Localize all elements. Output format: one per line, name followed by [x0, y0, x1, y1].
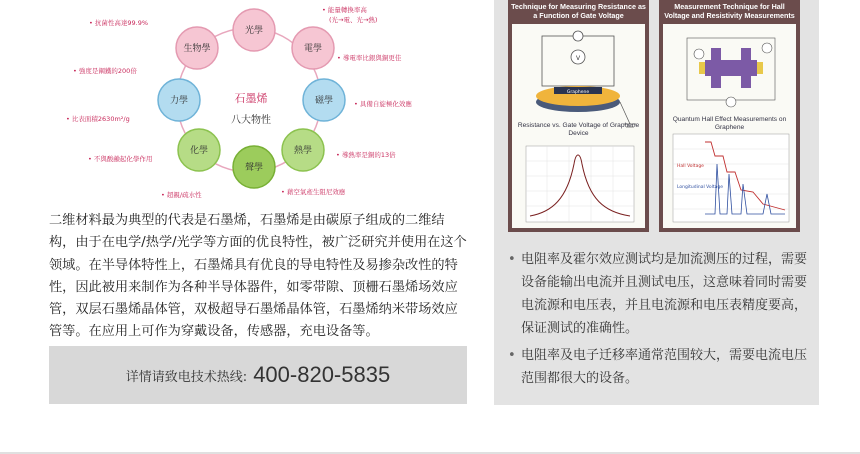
node-thermal	[282, 129, 324, 171]
trait-conductivity: • 導電率比銀與銅更佳	[337, 54, 402, 62]
trait-surface-area: • 比表面積2630m²/g	[66, 115, 130, 123]
node-chemistry	[178, 129, 220, 171]
poster-hall-voltage	[659, 0, 800, 232]
right-panel	[494, 0, 819, 405]
list-item: • 电阻率及霍尔效应测试均是加流测压的过程，需要设备能输出电流并且测试电压，这意味着同时需要电流源和电压表，并且电流源和电压表精度要高，保证测试的准确性。	[508, 248, 813, 340]
bullet-dot-icon: •	[508, 348, 516, 363]
svg-text:聲學: 聲學	[244, 163, 264, 173]
svg-text:磁學: 磁學	[314, 96, 334, 106]
svg-text:化學: 化學	[189, 146, 209, 156]
bullet-dot-icon: •	[508, 252, 516, 267]
svg-text:Hall Voltage: Hall Voltage	[677, 164, 704, 169]
svg-text:熱學: 熱學	[293, 146, 313, 156]
poster-body	[663, 24, 796, 228]
graphene-description: 二维材料最为典型的代表是石墨烯，石墨烯是由碳原子组成的二维结构，由于在电学/热学/光学等方面的优良特性，被广泛研究并使用在这个领域。在半导体特性上，石墨烯具有优良的导电特性及易掺杂改性的特性，因此被用来制作为各种半导体器件，如零带隙、顶栅石墨烯场效应管，双层石墨烯晶体管，双极超导石墨烯晶体管，石墨烯纳米带场效应管等。在应用上可作为穿戴设备，传感器，充电设备等。	[49, 213, 467, 340]
node-biology	[176, 27, 218, 69]
hotline-label: 详情请致电技术热线:	[125, 369, 248, 385]
center-subtitle: 八大物性	[231, 115, 271, 126]
trait-hydrophobic: • 超親/疏水性	[161, 191, 202, 199]
trait-spin-polarization: • 具備自旋極化效應	[354, 100, 412, 108]
svg-text:Longitudinal Voltage: Longitudinal Voltage	[677, 185, 724, 190]
trait-energy-conversion-detail: (光→電、光→熱)	[329, 16, 378, 24]
trait-thermal-conductivity: • 導熱率是銅的13倍	[336, 151, 396, 159]
graphene-properties-diagram	[49, 0, 467, 208]
svg-text:Graphene: Graphene	[566, 90, 590, 95]
trait-damping: • 藉空氣產生阻尼效應	[281, 188, 346, 196]
node-magnetics	[303, 79, 345, 121]
hall-bar	[705, 60, 757, 76]
svg-text:電學: 電學	[303, 44, 323, 54]
svg-text:V: V	[575, 55, 581, 62]
svg-text:生物學: 生物學	[183, 44, 211, 54]
trait-acid-base: • 不與酸鹼起化學作用	[88, 155, 153, 163]
list-item: • 电阻率及电子迁移率通常范围较大，需要电流电压范围都很大的设备。	[508, 344, 813, 390]
poster-caption: Resistance vs. Gate Voltage of Graphene Device	[517, 122, 640, 137]
trait-antibacterial: • 抗菌性高達99.9%	[89, 19, 149, 27]
poster-title: Measurement Technique for Hall Voltage and Resistivity Measurements	[664, 2, 795, 20]
svg-text:力學: 力學	[169, 96, 189, 106]
poster-caption: Quantum Hall Effect Measurements on Graphene	[672, 116, 787, 131]
trait-energy-conversion: • 能量轉換率高	[322, 6, 367, 14]
notes-list	[508, 248, 813, 394]
node-mechanics	[158, 79, 200, 121]
hotline-number[interactable]: 400-820-5835	[253, 362, 391, 387]
poster-title: Technique for Measuring Resistance as a Function of Gate Voltage	[511, 2, 646, 20]
trait-strength: • 強度是鋼鐵的200倍	[73, 67, 137, 75]
node-optics	[233, 9, 275, 51]
node-acoustics	[233, 146, 275, 188]
hotline-box	[49, 346, 467, 404]
poster-gate-voltage	[508, 0, 649, 232]
svg-text:光學: 光學	[244, 26, 264, 36]
poster-body	[512, 24, 645, 228]
center-title: 石墨烯	[234, 92, 268, 105]
node-electrics	[292, 27, 334, 69]
